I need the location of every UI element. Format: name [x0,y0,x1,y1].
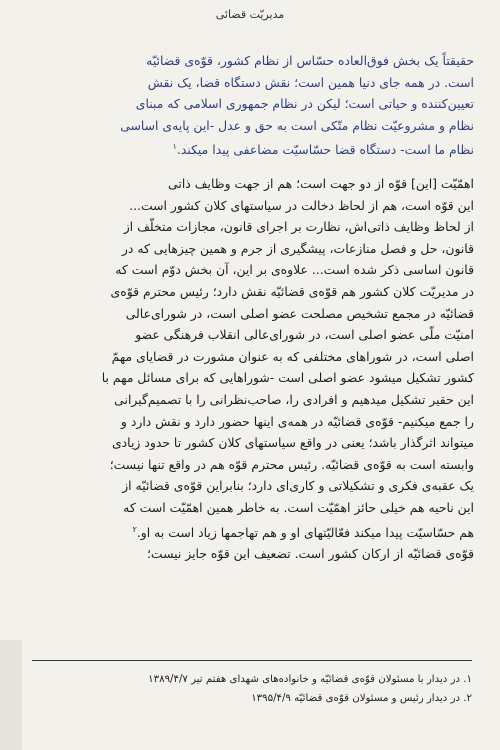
edge-watermark [0,640,22,750]
text-line: تعیین‌کننده و حیاتی است؛ لیکن در نظام جمهوری اسلامی که مبنای [135,96,474,112]
text-line: کشور تشکیل میشود عضو اصلی است -شوراهایی که برای مسائل مهم با [101,370,474,386]
text-line-content: نظام ما است- دستگاه قضا حسّاسیّت مضاعفی پیدا میکند. [176,142,474,158]
text-line: این قوّه است، هم از لحاظ دخالت در سیاستهای کلان کشور است... [129,197,474,213]
text-line [26,136,474,161]
footnote-marker: ۱ [172,142,177,152]
paragraph-2 [26,173,474,565]
text-line: میتواند اثرگذار باشد؛ یعنی در واقع سیاستهای کلان کشور تا حدود زیادی [111,435,474,451]
text-line-content: هم حسّاسیّت پیدا میکند فعّالیّتهای او و هم تهاجمها زیاد است به او. [136,524,474,540]
text-line: وابسته است به قوّه‌ی قضائیّه. رئیس محترم قوّه هم در واقع تنها نیست؛ [109,456,474,472]
text-line: یک عقبه‌ی فکری و تشکیلاتی و کاری‌ای دارد؛ بنابراین قوّه‌ی قضائیّه از [122,478,474,494]
text-line: قانون اساسی ذکر شده است... علاوه‌ی بر این، آن بخش دوّم است که [115,262,474,278]
text-line: اهمّیّت [این] قوّه از دو جهت است؛ هم از جهت وظایف ذاتی [168,176,474,192]
main-text [26,50,474,565]
footnote-1: ۱. در دیدار با مسئولان قوّه‌ی قضائیّه و خانواده‌های شهدای هفتم تیر ۱۳۸۹/۴/۷ [148,674,472,685]
text-line: اصلی است، در شوراهای مختلفی که به عنوان مشورت در قضایای مهمّ [111,348,474,364]
text-line: امنیّت ملّی عضو اصلی است، در شورای‌عالی انقلاب فرهنگی عضو [135,327,474,343]
text-line: قوّه‌ی قضائیّه از ارکان کشور است. تضعیف این قوّه جایز نیست؛ [146,546,474,562]
text-line: قضائیّه در مجمع تشخیص مصلحت عضو اصلی است، در شورای‌عالی [125,305,474,321]
text-line: این حقیر تشکیل میدهیم و افرادی را، صاحب‌نظرانی را با تصمیم‌گیرانی [114,392,474,408]
running-header: مدیریّت قضائی [215,8,285,21]
text-line: از لحاظ وظایف ذاتی‌اش، نظارت بر اجرای قانون، مجازات متخلّف از [123,219,474,235]
text-line: را جمع میکنیم- قوّه‌ی قضائیّه در همه‌ی اینها حضور دارد و نقش دارد و [120,413,474,429]
text-line: نظام و مشروعیّت نظام متّکی است به حق و عدل -این پایه‌ی اساسی [120,117,474,133]
footnote-divider [32,660,472,661]
text-line: در مدیریّت کلان کشور هم قوّه‌ی قضائیّه نقش دارد؛ رئیس محترم قوّه‌ی [110,284,474,300]
footnotes [32,670,472,708]
text-line: قانون، حل و فصل منازعات، پیشگیری از جرم و همین چیزهایی که در [121,240,474,256]
text-line: است. در همه جای دنیا همین است؛ نقش دستگاه قضا، یک نقش [147,74,474,90]
text-line: حقیقتاً یک بخش فوق‌العاده حسّاس از نظام کشور، قوّه‌ی قضائیّه [146,53,474,68]
text-line [26,519,474,544]
footnote-2: ۲. در دیدار رئیس و مسئولان قوّه‌ی قضائیّه ۱۳۹۵/۴/۹ [251,693,472,704]
paragraph-1 [26,50,474,161]
footnote-marker: ۲ [132,524,137,534]
text-line: این ناحیه هم خیلی حائز اهمّیّت است. به خاطر همین اهمّیّت است که [123,500,474,515]
